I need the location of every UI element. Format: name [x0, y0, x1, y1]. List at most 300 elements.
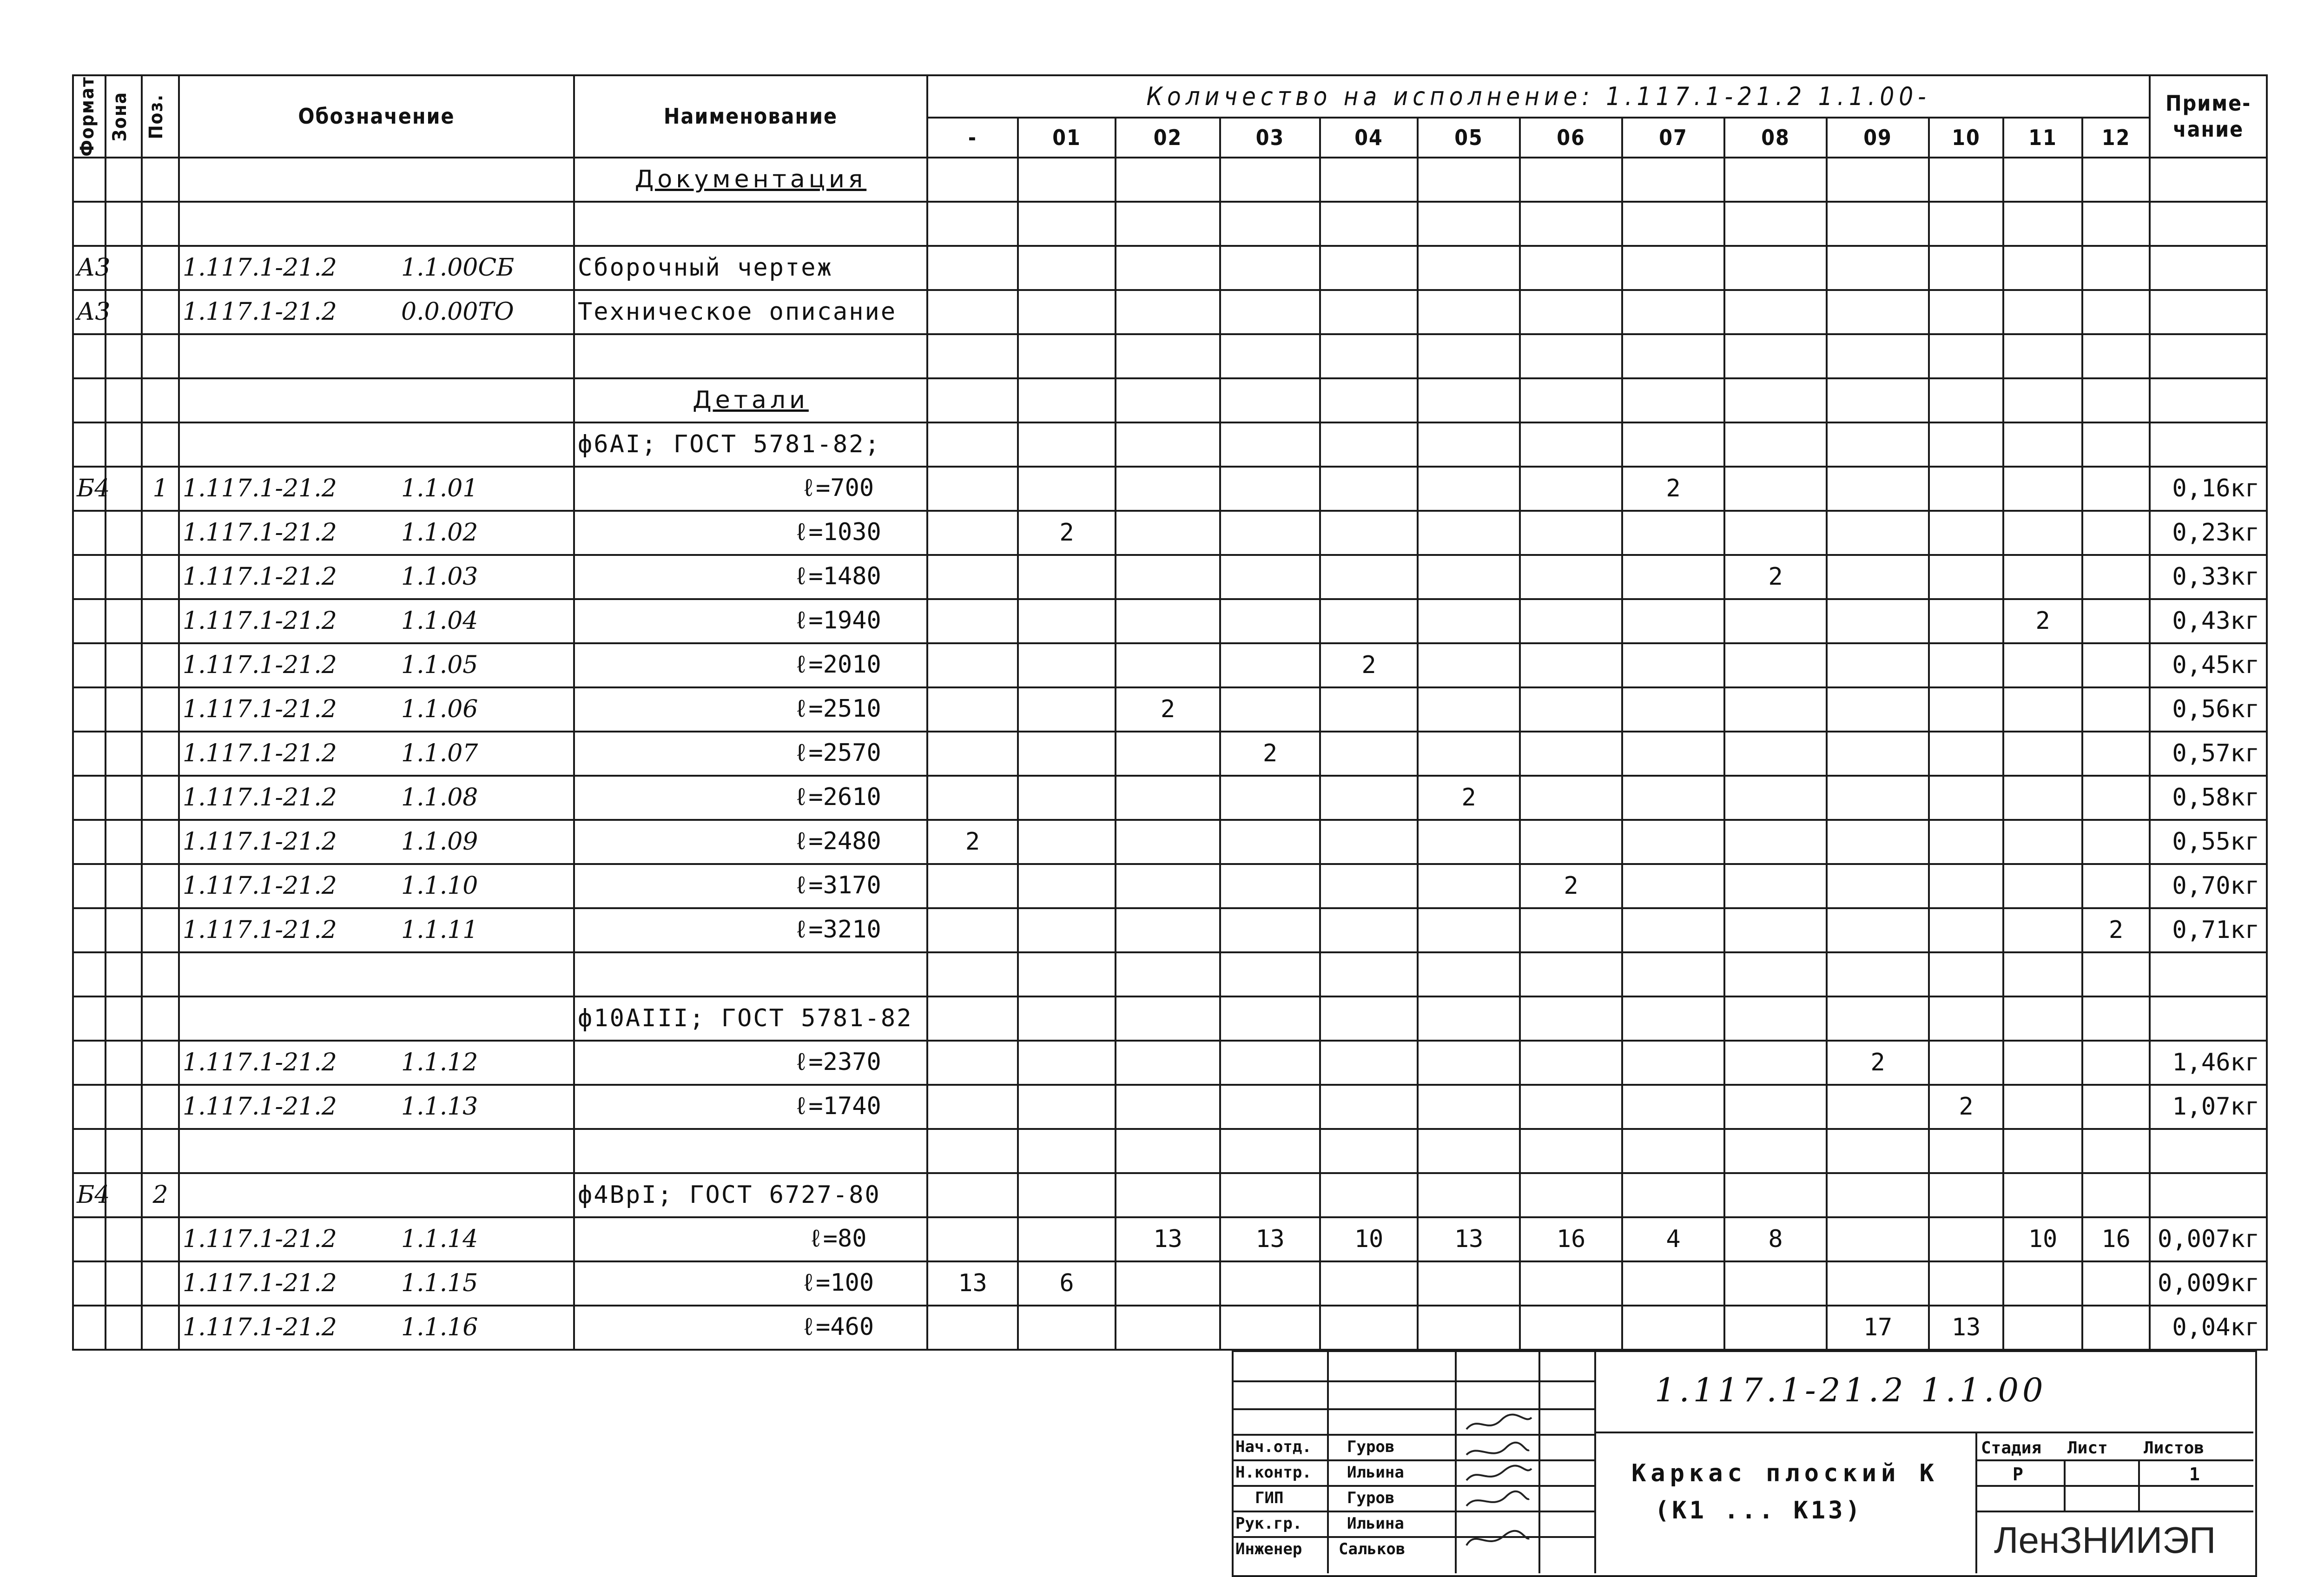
quantity-cell	[1320, 202, 1418, 246]
quantity-cell	[2003, 1129, 2082, 1173]
quantity-cell	[1116, 732, 1220, 776]
quantity-cell	[1220, 334, 1320, 378]
note-cell: 0,71кг	[2150, 908, 2267, 952]
quantity-cell	[2003, 1261, 2082, 1306]
quantity-cell	[1018, 599, 1116, 643]
table-row	[73, 202, 2267, 246]
position-cell	[142, 1217, 179, 1261]
quantity-cell	[1724, 996, 1827, 1041]
quantity-cell	[927, 334, 1018, 378]
quantity-cell	[1018, 334, 1116, 378]
zone-cell	[106, 1085, 142, 1129]
quantity-cell	[1018, 643, 1116, 687]
organization-name: ЛенЗНИИЭП	[1994, 1519, 2216, 1561]
table-row	[73, 1261, 2267, 1306]
format-cell	[73, 996, 106, 1041]
quantity-cell	[1320, 996, 1418, 1041]
quantity-cell	[1622, 290, 1724, 334]
quantity-cell	[1116, 202, 1220, 246]
staff-role-1: Нач.отд.	[1235, 1438, 1312, 1456]
name-cell: Техническое описание	[574, 290, 927, 334]
quantity-cell: 2	[1220, 732, 1320, 776]
table-row	[73, 246, 2267, 290]
name-cell: Документация	[574, 158, 927, 202]
quantity-cell	[1018, 1217, 1116, 1261]
quantity-cell	[1827, 467, 1929, 511]
quantity-cell	[1520, 290, 1622, 334]
quantity-cell	[1622, 776, 1724, 820]
quantity-cell	[1418, 290, 1520, 334]
staff-role-4: Рук.гр.	[1235, 1514, 1302, 1533]
variant-header-10: 10	[1929, 118, 2003, 157]
position-cell	[142, 290, 179, 334]
quantity-cell	[1018, 687, 1116, 732]
quantity-cell	[1929, 908, 2003, 952]
table-row	[73, 643, 2267, 687]
quantity-cell	[1418, 1306, 1520, 1350]
table-row	[73, 1041, 2267, 1085]
quantity-cell	[2082, 422, 2150, 467]
quantity-cell	[1018, 422, 1116, 467]
quantity-cell	[1929, 1261, 2003, 1306]
note-cell	[2150, 334, 2267, 378]
quantity-cell	[1220, 378, 1320, 422]
quantity-cell	[1929, 1173, 2003, 1217]
quantity-cell	[1520, 908, 1622, 952]
staff-name-3: Гуров	[1347, 1489, 1395, 1507]
quantity-cell	[1320, 422, 1418, 467]
quantity-cell	[1320, 378, 1418, 422]
quantity-cell	[1320, 1306, 1418, 1350]
zone-cell	[106, 290, 142, 334]
quantity-cell	[1418, 864, 1520, 908]
quantity-cell	[1520, 1173, 1622, 1217]
quantity-cell	[927, 687, 1018, 732]
format-cell	[73, 1085, 106, 1129]
staff-name-4: Ильина	[1347, 1514, 1404, 1533]
note-cell	[2150, 422, 2267, 467]
position-cell	[142, 732, 179, 776]
quantity-cell	[927, 246, 1018, 290]
quantity-cell	[2003, 820, 2082, 864]
quantity-cell	[1724, 467, 1827, 511]
zone-cell	[106, 732, 142, 776]
name-cell: ф4ВрI; ГОСТ 6727-80	[574, 1173, 927, 1217]
designation-code: 1.117.1-21.2	[183, 651, 337, 680]
name-cell: ℓ=1480	[574, 555, 927, 599]
quantity-cell	[1220, 290, 1320, 334]
designation-cell	[179, 776, 574, 820]
quantity-cell	[1827, 643, 1929, 687]
designation-cell	[179, 202, 574, 246]
quantity-cell	[927, 599, 1018, 643]
designation-code: 1.117.1-21.2	[183, 1269, 337, 1298]
zone-header: Зона	[106, 75, 142, 158]
name-cell: ф10АIII; ГОСТ 5781-82	[574, 996, 927, 1041]
quantity-cell	[2003, 555, 2082, 599]
variant-header-12: 12	[2082, 118, 2150, 157]
quantity-cell	[1929, 158, 2003, 202]
quantity-cell	[1116, 864, 1220, 908]
quantity-cell	[1018, 202, 1116, 246]
quantity-cell	[2082, 378, 2150, 422]
quantity-cell	[2003, 1173, 2082, 1217]
quantity-cell: 13	[1929, 1306, 2003, 1350]
variant-header-09: 09	[1827, 118, 1929, 157]
quantity-cell	[1320, 1261, 1418, 1306]
note-header: Приме- чание	[2150, 75, 2267, 158]
quantity-cell	[1929, 1129, 2003, 1173]
designation-cell	[179, 246, 574, 290]
zone-cell	[106, 996, 142, 1041]
quantity-cell	[1320, 599, 1418, 643]
title-line-1: Каркас плоский К	[1631, 1459, 1939, 1487]
quantity-cell	[1520, 422, 1622, 467]
quantity-cell	[2082, 1306, 2150, 1350]
quantity-cell	[1220, 643, 1320, 687]
quantity-cell	[1220, 1306, 1320, 1350]
quantity-cell	[1929, 1217, 2003, 1261]
quantity-cell	[1929, 776, 2003, 820]
designation-code: 1.117.1-21.2	[183, 784, 337, 812]
designation-code: 1.117.1-21.2	[183, 519, 337, 547]
quantity-cell	[1724, 732, 1827, 776]
quantity-cell	[2082, 952, 2150, 996]
quantity-cell	[1724, 1173, 1827, 1217]
quantity-cell	[1520, 202, 1622, 246]
zone-cell	[106, 1129, 142, 1173]
quantity-cell	[2082, 246, 2150, 290]
format-header: Формат	[73, 75, 106, 158]
quantity-cell: 2	[1418, 776, 1520, 820]
note-cell	[2150, 290, 2267, 334]
quantity-cell	[1116, 246, 1220, 290]
quantity-cell	[2003, 202, 2082, 246]
quantity-cell: 13	[1220, 1217, 1320, 1261]
designation-number: 1.1.01	[401, 475, 478, 503]
zone-cell	[106, 864, 142, 908]
table-row	[73, 158, 2267, 202]
quantity-cell	[1116, 555, 1220, 599]
designation-number: 1.1.07	[401, 739, 478, 768]
quantity-cell	[1116, 1173, 1220, 1217]
designation-code: 1.117.1-21.2	[183, 1093, 337, 1121]
quantity-cell	[1220, 1129, 1320, 1173]
quantity-cell	[1220, 202, 1320, 246]
format-cell: А3	[73, 290, 106, 334]
position-cell	[142, 202, 179, 246]
quantity-cell	[1320, 864, 1418, 908]
quantity-cell: 16	[1520, 1217, 1622, 1261]
quantity-cell	[1929, 952, 2003, 996]
table-row	[73, 952, 2267, 996]
format-cell	[73, 776, 106, 820]
quantity-cell	[1520, 1129, 1622, 1173]
quantity-cell	[1827, 1129, 1929, 1173]
note-cell: 0,55кг	[2150, 820, 2267, 864]
quantity-cell: 2	[1827, 1041, 1929, 1085]
quantity-cell	[1622, 1129, 1724, 1173]
designation-cell	[179, 687, 574, 732]
quantity-cell	[927, 996, 1018, 1041]
quantity-cell	[927, 1041, 1018, 1085]
designation-number: 1.1.00СБ	[401, 254, 515, 282]
zone-cell	[106, 599, 142, 643]
quantity-cell	[927, 643, 1018, 687]
format-cell	[73, 378, 106, 422]
position-cell	[142, 687, 179, 732]
quantity-cell	[1827, 952, 1929, 996]
quantity-cell	[1929, 511, 2003, 555]
note-cell	[2150, 158, 2267, 202]
quantity-cell: 2	[2082, 908, 2150, 952]
quantity-cell	[2003, 776, 2082, 820]
quantity-cell	[1320, 1173, 1418, 1217]
position-cell	[142, 511, 179, 555]
quantity-cell	[1116, 1041, 1220, 1085]
staff-name-2: Ильина	[1347, 1463, 1404, 1482]
quantity-cell	[2003, 996, 2082, 1041]
quantity-cell	[1622, 1261, 1724, 1306]
variant-header-04: 04	[1320, 118, 1418, 157]
quantity-cell	[1520, 732, 1622, 776]
quantity-cell	[1622, 820, 1724, 864]
quantity-cell	[2082, 555, 2150, 599]
zone-cell	[106, 1306, 142, 1350]
quantity-cell	[1520, 776, 1622, 820]
format-cell: Б4	[73, 1173, 106, 1217]
position-cell	[142, 334, 179, 378]
quantity-cell	[927, 158, 1018, 202]
quantity-cell	[1827, 908, 1929, 952]
quantity-cell: 2	[1724, 555, 1827, 599]
quantity-cell: 13	[1116, 1217, 1220, 1261]
quantity-cell	[1827, 732, 1929, 776]
position-cell	[142, 1041, 179, 1085]
quantity-cell	[1116, 334, 1220, 378]
quantity-cell	[1724, 908, 1827, 952]
quantity-cell	[927, 378, 1018, 422]
variant-header-06: 06	[1520, 118, 1622, 157]
quantity-cell	[1220, 820, 1320, 864]
quantity-cell	[1320, 687, 1418, 732]
quantity-cell	[1520, 1306, 1622, 1350]
designation-cell	[179, 952, 574, 996]
format-cell	[73, 643, 106, 687]
quantity-cell	[1320, 820, 1418, 864]
quantity-cell	[1622, 378, 1724, 422]
quantity-cell: 4	[1622, 1217, 1724, 1261]
quantity-cell	[1320, 511, 1418, 555]
designation-code: 1.117.1-21.2	[183, 872, 337, 900]
quantity-cell	[1724, 290, 1827, 334]
designation-cell	[179, 378, 574, 422]
quantity-cell	[2003, 1085, 2082, 1129]
quantity-cell	[927, 776, 1018, 820]
quantity-cell	[927, 422, 1018, 467]
quantity-cell	[1827, 555, 1929, 599]
quantity-cell	[2003, 952, 2082, 996]
quantity-cell	[1018, 555, 1116, 599]
designation-number: 0.0.00ТО	[401, 298, 514, 326]
quantity-cell	[2003, 643, 2082, 687]
quantity-cell	[1320, 776, 1418, 820]
quantity-cell	[1116, 908, 1220, 952]
quantity-cell	[2003, 1306, 2082, 1350]
quantity-cell: 13	[1418, 1217, 1520, 1261]
quantity-cell	[2082, 1085, 2150, 1129]
designation-cell	[179, 599, 574, 643]
quantity-cell	[927, 732, 1018, 776]
quantity-cell	[1724, 952, 1827, 996]
table-row	[73, 1306, 2267, 1350]
note-cell: 0,007кг	[2150, 1217, 2267, 1261]
quantity-cell	[1018, 1306, 1116, 1350]
designation-code: 1.117.1-21.2	[183, 563, 337, 591]
quantity-cell	[1929, 246, 2003, 290]
quantity-cell	[1018, 952, 1116, 996]
quantity-cell: 2	[1116, 687, 1220, 732]
quantity-cell	[1116, 1129, 1220, 1173]
variant-header-05: 05	[1418, 118, 1520, 157]
quantity-cell	[1418, 202, 1520, 246]
quantity-cell	[1827, 1085, 1929, 1129]
quantity-cell	[1018, 467, 1116, 511]
quantity-cell	[1418, 334, 1520, 378]
designation-code: 1.117.1-21.2	[183, 739, 337, 768]
designation-cell	[179, 334, 574, 378]
stage-value: Р	[2013, 1464, 2023, 1485]
name-cell: ℓ=2010	[574, 643, 927, 687]
quantity-cell	[1622, 1041, 1724, 1085]
quantity-cell	[1724, 511, 1827, 555]
designation-cell	[179, 864, 574, 908]
quantity-cell	[2082, 1173, 2150, 1217]
name-cell: ℓ=460	[574, 1306, 927, 1350]
quantity-cell: 2	[2003, 599, 2082, 643]
designation-cell	[179, 820, 574, 864]
staff-role-3: ГИП	[1255, 1489, 1284, 1507]
quantity-cell	[1418, 555, 1520, 599]
quantity-cell	[927, 864, 1018, 908]
quantity-cell	[1827, 158, 1929, 202]
quantity-cell	[1724, 864, 1827, 908]
quantity-cell	[1220, 908, 1320, 952]
quantity-cell	[2003, 467, 2082, 511]
quantity-header: Количество на исполнение: 1.117.1-21.2 1.1.00-	[927, 75, 2150, 118]
designation-number: 1.1.04	[401, 607, 478, 635]
quantity-cell	[1018, 158, 1116, 202]
format-cell	[73, 908, 106, 952]
format-cell: А3	[73, 246, 106, 290]
quantity-cell	[2082, 1129, 2150, 1173]
quantity-cell	[1320, 290, 1418, 334]
sheet-label: Лист	[2067, 1438, 2108, 1458]
quantity-cell	[1724, 334, 1827, 378]
quantity-cell	[1929, 422, 2003, 467]
name-cell	[574, 202, 927, 246]
position-cell	[142, 158, 179, 202]
quantity-cell	[2003, 334, 2082, 378]
note-cell: 0,16кг	[2150, 467, 2267, 511]
table-row	[73, 599, 2267, 643]
quantity-cell	[1418, 820, 1520, 864]
quantity-cell	[1724, 1261, 1827, 1306]
quantity-cell	[2082, 511, 2150, 555]
quantity-cell	[1622, 599, 1724, 643]
name-cell: ℓ=2510	[574, 687, 927, 732]
quantity-cell	[1320, 732, 1418, 776]
table-row	[73, 996, 2267, 1041]
sheets-label: Листов	[2144, 1438, 2205, 1458]
zone-cell	[106, 1217, 142, 1261]
designation-code: 1.117.1-21.2	[183, 475, 337, 503]
name-cell	[574, 334, 927, 378]
signatures	[1459, 1411, 1536, 1569]
name-cell: ℓ=80	[574, 1217, 927, 1261]
quantity-cell	[1929, 555, 2003, 599]
quantity-cell	[2082, 820, 2150, 864]
designation-cell	[179, 1129, 574, 1173]
designation-cell	[179, 1041, 574, 1085]
quantity-cell	[1418, 1173, 1520, 1217]
quantity-cell	[1018, 1041, 1116, 1085]
quantity-cell	[927, 555, 1018, 599]
quantity-cell	[1724, 1306, 1827, 1350]
quantity-cell	[1320, 555, 1418, 599]
quantity-cell	[1929, 732, 2003, 776]
format-cell	[73, 202, 106, 246]
quantity-cell: 10	[1320, 1217, 1418, 1261]
position-cell	[142, 776, 179, 820]
position-cell: 1	[142, 467, 179, 511]
quantity-cell	[1827, 599, 1929, 643]
quantity-cell	[1622, 246, 1724, 290]
designation-cell	[179, 158, 574, 202]
format-cell	[73, 599, 106, 643]
designation-cell	[179, 467, 574, 511]
table-row	[73, 467, 2267, 511]
quantity-cell	[1418, 952, 1520, 996]
stage-label: Стадия	[1981, 1438, 2042, 1458]
quantity-cell	[2003, 158, 2082, 202]
designation-code: 1.117.1-21.2	[183, 254, 337, 282]
quantity-cell	[1622, 908, 1724, 952]
designation-cell	[179, 1261, 574, 1306]
designation-cell	[179, 1217, 574, 1261]
note-cell: 0,33кг	[2150, 555, 2267, 599]
quantity-cell	[1827, 820, 1929, 864]
quantity-cell: 13	[927, 1261, 1018, 1306]
designation-number: 1.1.10	[401, 872, 478, 900]
note-cell	[2150, 952, 2267, 996]
quantity-cell: 2	[1929, 1085, 2003, 1129]
position-cell	[142, 1085, 179, 1129]
quantity-cell	[1220, 1173, 1320, 1217]
quantity-cell: 6	[1018, 1261, 1116, 1306]
zone-cell	[106, 511, 142, 555]
note-cell	[2150, 1129, 2267, 1173]
designation-cell	[179, 422, 574, 467]
quantity-cell	[1520, 1041, 1622, 1085]
quantity-cell	[1520, 158, 1622, 202]
designation-number: 1.1.15	[401, 1269, 478, 1298]
designation-cell	[179, 290, 574, 334]
quantity-cell	[1418, 378, 1520, 422]
designation-number: 1.1.03	[401, 563, 478, 591]
quantity-cell	[2082, 334, 2150, 378]
quantity-cell	[1116, 290, 1220, 334]
